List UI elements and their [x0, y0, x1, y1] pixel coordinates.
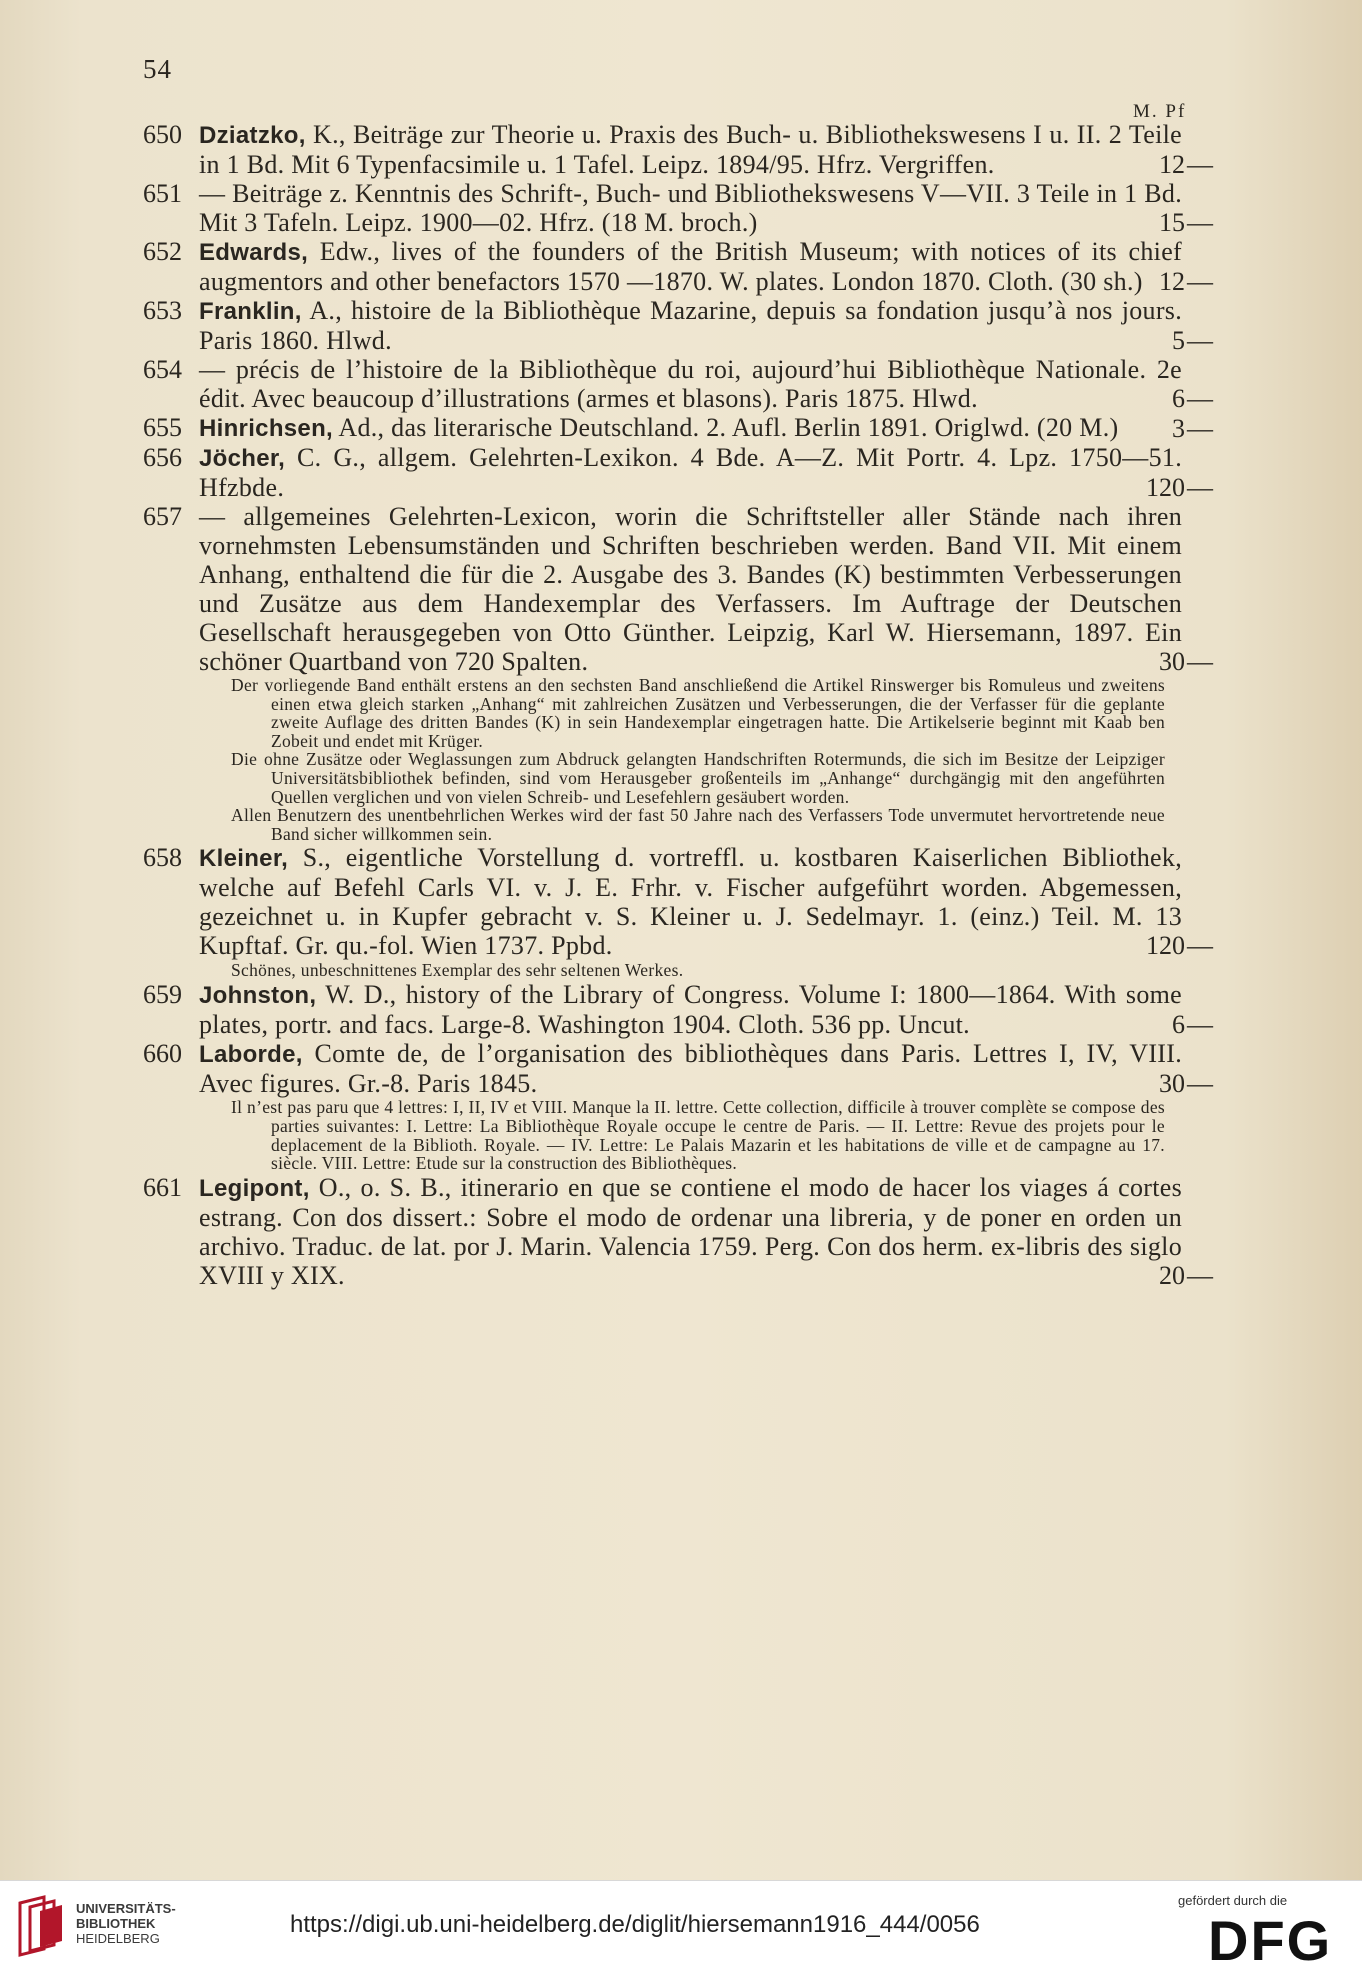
entry-price	[1123, 1069, 1213, 1098]
catalogue-entry	[143, 843, 1213, 980]
catalogue-entry	[143, 237, 1213, 296]
funding-claim: gefördert durch die	[1178, 1893, 1288, 1908]
entry-price	[1123, 414, 1213, 443]
price-dash: —	[1187, 326, 1213, 355]
entry-description	[199, 179, 1182, 237]
price-dash: —	[1187, 1010, 1213, 1040]
entry-title-text: C. G., allgem. Gelehrten-Lexikon. 4 Bde. A—Z. Mit Portr. 4. Lpz. 1750—51. Hfzbde.	[199, 443, 1182, 502]
entry-number: 659	[143, 980, 182, 1010]
entry-price	[1123, 326, 1213, 355]
entry-author: Laborde,	[199, 1041, 303, 1069]
price-dash: —	[1187, 647, 1213, 676]
price-value: 30	[1159, 647, 1185, 676]
catalogue-entry	[143, 120, 1213, 179]
entry-price	[1123, 647, 1213, 676]
entry-price	[1123, 1010, 1213, 1039]
entry-author: Hinrichsen,	[199, 415, 333, 442]
entry-note: Il n’est pas paru que 4 lettres: I, II, IV et VIII. Manque la II. lettre. Cette collection, difficile à trouver complète se compose des parties suivantes: I. Lettre: La Bibliothèque Royale occupe le centre de Paris. — II. Lettre: Revue des projets pour le deplacement de la Biblioth. Royale. — IV. Lettre: Le Palais Mazarin et les habitations de ville et de campagne au 17. siècle. VIII. Lettre: Etude sur la construction des Bibliothèques.	[231, 1097, 1165, 1174]
entry-title-text: Ad., das literarische Deutschland. 2. Aufl. Berlin 1891. Origlwd. (20 M.)	[338, 413, 1119, 442]
price-dash: —	[1187, 473, 1213, 502]
entry-description	[199, 843, 1182, 960]
entry-title-text: — allgemeines Gelehrten-Lexicon, worin die Schriftsteller aller Stände nach ihren vornehmsten Lebensumständen und Schriften beschrieben werden. Band VII. Mit einem Anhang, enthaltend die für die 2. Ausgabe des 3. Bandes (K) bestimmten Verbesserungen und Zusätze aus dem Handexemplar des Verfassers. Im Auftrage der Deutschen Gesellschaft herausgegeben von Otto Günther. Leipzig, Karl W. Hiersemann, 1897. Ein schöner Quartband von 720 Spalten.	[199, 502, 1182, 676]
currency-column-header: M. Pf	[1133, 101, 1187, 122]
price-dash: —	[1187, 414, 1213, 443]
entry-description	[199, 237, 1182, 296]
price-dash: —	[1187, 267, 1213, 296]
entry-title-text: S., eigentliche Vorstellung d. vortreffl. u. kostbaren Kaiserlichen Bibliothek, welche auf Befehl Carls VI. v. J. E. Frhr. v. Fischer aufgeführt worden. Abgemessen, gezeichnet u. in Kupfer gebracht v. S. Kleiner u. J. Sedelmayr. 1. (einz.) Teil. M. 13 Kupftaf. Gr. qu.-fol. Wien 1737. Ppbd.	[199, 843, 1182, 961]
catalogue-entry	[143, 1039, 1213, 1172]
price-value: 120	[1146, 473, 1185, 502]
entry-title-text: W. D., history of the Library of Congress. Volume I: 1800—1864. With some plates, portr. and facs. Large-8. Washington 1904. Cloth. 536 pp. Uncut.	[199, 980, 1182, 1040]
catalogue-entries	[143, 120, 1213, 1290]
price-value: 12	[1159, 267, 1185, 296]
entry-price	[1123, 473, 1213, 502]
entry-description	[199, 355, 1182, 413]
entry-description	[199, 1173, 1182, 1290]
entry-description	[199, 980, 1182, 1039]
entry-title-text: — Beiträge z. Kenntnis des Schrift-, Buch- und Bibliothekswesens V—VII. 3 Teile in 1 Bd. Mit 3 Tafeln. Leipz. 1900—02. Hfrz. (18 M. broch.)	[199, 179, 1182, 237]
catalogue-entry	[143, 413, 1213, 443]
entry-author: Johnston,	[199, 982, 317, 1010]
viewer-footer	[0, 1880, 1362, 1979]
entry-number: 657	[143, 502, 182, 531]
entry-author: Franklin,	[199, 298, 302, 325]
entry-title-text: Comte de, de l’organisation des bibliothèques dans Paris. Lettres I, IV, VIII. Avec figures. Gr.-8. Paris 1845.	[199, 1039, 1182, 1099]
entry-description	[199, 502, 1182, 676]
library-name-line: HEIDELBERG	[76, 1931, 160, 1946]
entry-description	[199, 296, 1182, 355]
dfg-logo: DFG	[1208, 1909, 1333, 1972]
entry-note: Allen Benutzern des unentbehrlichen Werkes wird der fast 50 Jahre nach des Verfassers Tode unvermutet hervortretende neue Band sicher willkommen sein.	[231, 805, 1165, 844]
entry-number: 651	[143, 179, 182, 208]
catalogue-entry	[143, 1173, 1213, 1290]
library-name-line: BIBLIOTHEK	[76, 1916, 156, 1931]
entry-number: 658	[143, 843, 182, 873]
entry-note: Der vorliegende Band enthält erstens an den sechsten Band anschließend die Artikel Rinswerger bis Romuleus und zweitens einen etwa gleich starken „Anhang“ mit zahlreichen Zusätzen und Verbesserungen, die der Verfasser für die geplante zweite Auflage des dritten Bandes (K) in sein Handexemplar eingetragen hatte. Die Artikelserie beginnt mit Kaab ben Zobeit und endet mit Krüger.	[231, 675, 1165, 751]
price-value: 20	[1159, 1260, 1185, 1290]
entry-price	[1123, 208, 1213, 237]
price-value: 15	[1159, 208, 1185, 237]
price-dash: —	[1187, 208, 1213, 237]
entry-author: Legipont,	[199, 1174, 310, 1202]
entry-author: Jöcher,	[199, 445, 286, 472]
price-dash: —	[1187, 1260, 1213, 1290]
entry-price	[1123, 267, 1213, 296]
entry-description	[199, 1039, 1182, 1098]
entry-title-text: Edw., lives of the founders of the British Museum; with notices of its chief augmentors and other benefactors 1570 —1870. W. plates. London 1870. Cloth. (30 sh.)	[199, 237, 1182, 296]
entry-price	[1123, 931, 1213, 960]
price-value: 120	[1146, 931, 1185, 961]
entry-number: 656	[143, 443, 182, 472]
page-number: 54	[143, 54, 172, 84]
entry-price	[1123, 1261, 1213, 1290]
entry-number: 660	[143, 1039, 182, 1069]
entry-number: 654	[143, 355, 182, 384]
price-dash: —	[1187, 1069, 1213, 1099]
entry-title-text: A., histoire de la Bibliothèque Mazarine, depuis sa fondation jusqu’à nos jours. Paris 1860. Hlwd.	[199, 296, 1182, 355]
entry-description	[199, 413, 1182, 443]
entry-author: Dziatzko,	[199, 122, 306, 149]
price-value: 12	[1159, 150, 1185, 179]
price-value: 6	[1172, 384, 1185, 413]
catalogue-entry	[143, 980, 1213, 1039]
library-name-line: UNIVERSITÄTS-	[76, 1901, 176, 1916]
price-value: 3	[1172, 414, 1185, 443]
entry-title-text: O., o. S. B., itinerario en que se contiene el modo de hacer los viages á cortes estrang. Con dos dissert.: Sobre el modo de ordenar una libreria, y de poner en orden un archivo. Traduc. de lat. por J. Marin. Valencia 1759. Perg. Con dos herm. ex-libris des siglo XVIII y XIX.	[199, 1172, 1182, 1290]
permalink-url[interactable]: https://digi.ub.uni-heidelberg.de/diglit/hiersemann1916_444/0056	[290, 1911, 980, 1938]
catalogue-entry	[143, 502, 1213, 843]
entry-title-text: K., Beiträge zur Theorie u. Praxis des Buch- u. Bibliothekswesens I u. II. 2 Teile in 1 Bd. Mit 6 Typenfacsimile u. 1 Tafel. Leipz. 1894/95. Hfrz. Vergriffen.	[199, 120, 1182, 179]
price-value: 30	[1159, 1069, 1185, 1099]
price-value: 5	[1172, 326, 1185, 355]
entry-note: Die ohne Zusätze oder Weglassungen zum Abdruck gelangten Handschriften Rotermunds, die sich im Besitze der Leipziger Universitätsbibliothek befinden, sind vom Herausgeber großenteils im „Anhange“ durchgängig mit den angeführten Quellen verglichen und von vielen Schreib- und Lesefehlern gesäubert worden.	[231, 749, 1165, 807]
price-dash: —	[1187, 384, 1213, 413]
catalogue-entry	[143, 296, 1213, 355]
entry-note: Schönes, unbeschnittenes Exemplar des sehr seltenen Werkes.	[231, 960, 684, 981]
university-library-logo-icon	[14, 1895, 66, 1957]
entry-number: 652	[143, 237, 182, 266]
price-dash: —	[1187, 150, 1213, 179]
entry-title-text: — précis de l’histoire de la Bibliothèque du roi, aujourd’hui Bibliothèque Nationale. 2e édit. Avec beaucoup d’illustrations (armes et blasons). Paris 1875. Hlwd.	[199, 355, 1182, 413]
entry-number: 655	[143, 413, 182, 442]
catalogue-entry	[143, 179, 1213, 237]
catalogue-entry	[143, 443, 1213, 502]
entry-number: 661	[143, 1172, 182, 1202]
university-library-name	[76, 1901, 176, 1946]
catalogue-entry	[143, 355, 1213, 413]
entry-price	[1123, 384, 1213, 413]
entry-author: Kleiner,	[199, 845, 289, 873]
entry-description	[199, 443, 1182, 502]
entry-number: 650	[143, 120, 182, 149]
entry-description	[199, 120, 1182, 179]
price-value: 6	[1172, 1010, 1185, 1040]
entry-number: 653	[143, 296, 182, 325]
entry-price	[1123, 150, 1213, 179]
price-dash: —	[1187, 931, 1213, 961]
entry-author: Edwards,	[199, 239, 309, 266]
